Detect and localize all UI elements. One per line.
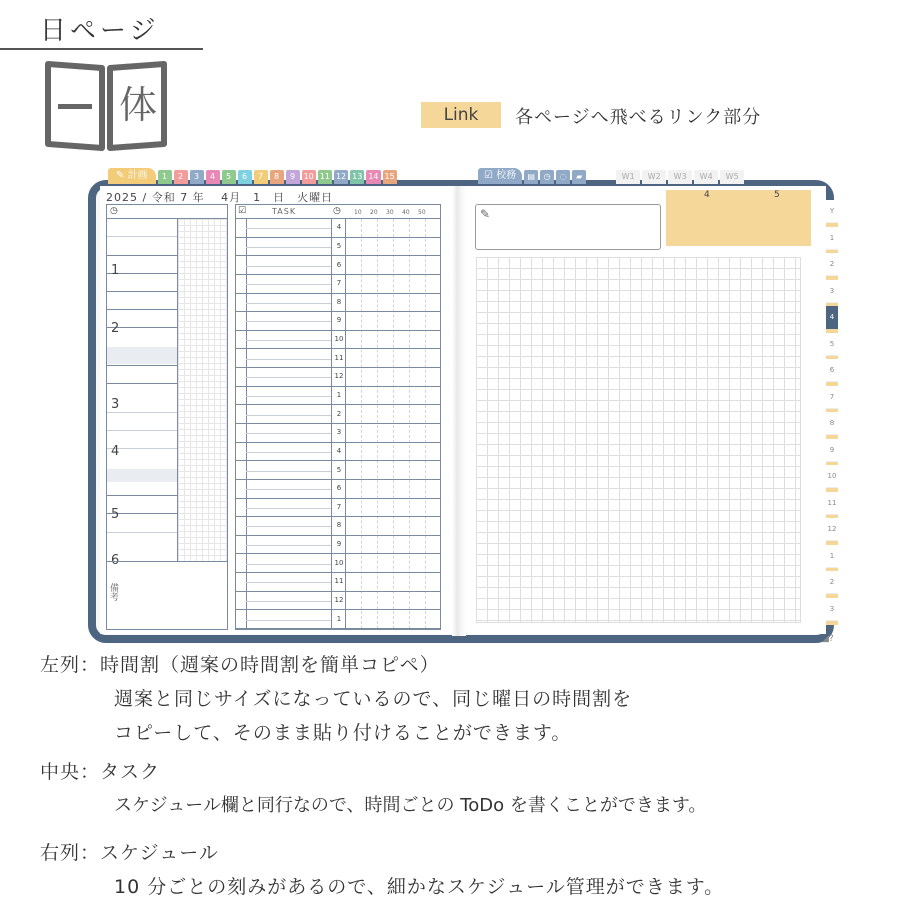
period-number: 2	[111, 321, 120, 336]
hour-row[interactable]	[236, 443, 440, 462]
side-tab-7[interactable]: 7	[826, 386, 838, 409]
hour-label: 7	[336, 502, 342, 511]
hour-label: 9	[336, 540, 342, 549]
hour-label: 12	[334, 372, 344, 381]
hour-label: 10	[334, 335, 344, 344]
hour-label: 11	[334, 353, 344, 362]
tab-number-3[interactable]: 3	[190, 170, 204, 184]
break-band	[107, 469, 177, 482]
tab-number-5[interactable]: 5	[222, 170, 236, 184]
tab-number-1[interactable]: 1	[158, 170, 172, 184]
hour-row[interactable]	[236, 536, 440, 555]
hour-row[interactable]	[236, 461, 440, 480]
period-number: 1	[111, 263, 120, 278]
hour-label: 1	[336, 614, 342, 623]
tab-number-13[interactable]: 13	[350, 170, 364, 184]
task-header-row	[236, 205, 440, 219]
side-tab-2[interactable]: 2	[826, 571, 838, 594]
hour-row[interactable]	[236, 405, 440, 424]
tab-number-15[interactable]: 15	[383, 170, 397, 184]
mini-calendar[interactable]	[666, 190, 811, 246]
hour-row[interactable]	[236, 312, 440, 331]
tab-number-9[interactable]: 9	[286, 170, 300, 184]
side-tab-4[interactable]: 4	[826, 306, 838, 329]
hour-label: 8	[336, 521, 342, 530]
caption-left-line1: 週案と同じサイズになっているので、同じ曜日の時間割を	[114, 688, 633, 710]
hour-row[interactable]	[236, 294, 440, 313]
hour-row[interactable]	[236, 349, 440, 368]
document-icon[interactable]: ▤	[524, 170, 538, 184]
calendar-month-2: 5	[774, 190, 780, 200]
hour-label: 5	[336, 241, 342, 250]
link-description: 各ページへ飛べるリンク部分	[515, 107, 762, 128]
hour-label: 8	[336, 297, 342, 306]
hour-row[interactable]	[236, 331, 440, 350]
calendar-days-1	[672, 199, 734, 239]
date-line: 2025 / 令和 7 年 4月 1 日 火曜日	[106, 191, 334, 204]
caption-right-title: 右列：スケジュール	[40, 842, 219, 864]
side-tab-5[interactable]: 5	[826, 333, 838, 356]
pencil-icon: ✎	[480, 207, 491, 221]
hour-label: 6	[336, 260, 342, 269]
period-number: 3	[111, 397, 120, 412]
side-tab-3[interactable]: 3	[826, 280, 838, 303]
hour-row[interactable]	[236, 238, 440, 257]
caption-left-title: 左列：時間割（週案の時間割を簡単コピペ）	[40, 654, 440, 676]
chat-icon[interactable]: ◌	[556, 170, 570, 184]
side-tab-8[interactable]: 8	[826, 412, 838, 435]
tab-number-4[interactable]: 4	[206, 170, 220, 184]
link-badge: Link	[421, 102, 501, 128]
period-number: 5	[111, 507, 120, 522]
hour-label: 6	[336, 484, 342, 493]
spine	[452, 186, 466, 636]
tab-number-10[interactable]: 10	[302, 170, 316, 184]
timetable-header	[107, 205, 227, 219]
hour-label: 10	[334, 558, 344, 567]
side-tab-12[interactable]: 12	[826, 518, 838, 541]
hour-row[interactable]	[236, 499, 440, 518]
title-underline	[0, 48, 203, 50]
hour-label: 1	[336, 391, 342, 400]
caption-center-title: 中央：タスク	[40, 761, 161, 783]
tab-number-2[interactable]: 2	[174, 170, 188, 184]
hour-row[interactable]	[236, 517, 440, 536]
hour-label: 4	[336, 223, 342, 232]
tab-number-14[interactable]: 14	[366, 170, 380, 184]
timetable-column	[106, 204, 228, 630]
book-icon	[44, 58, 168, 152]
hour-label: 5	[336, 465, 342, 474]
side-index-tabs	[826, 200, 838, 625]
minute-mark: 20	[370, 209, 378, 216]
side-tab-10[interactable]: 10	[826, 465, 838, 488]
tab-number-6[interactable]: 6	[238, 170, 252, 184]
right-tab-bar	[478, 168, 744, 184]
side-tab-1[interactable]: 1	[826, 545, 838, 568]
task-column	[235, 204, 441, 630]
minute-mark: 10	[354, 209, 362, 216]
tab-week-5[interactable]: W5	[720, 170, 744, 184]
clock-icon: ◷	[333, 206, 341, 216]
hour-label: 3	[336, 428, 342, 437]
calendar-days-2	[744, 199, 806, 239]
side-tab-11[interactable]: 11	[826, 492, 838, 515]
tab-number-12[interactable]: 12	[334, 170, 348, 184]
minute-mark: 30	[386, 209, 394, 216]
hour-row[interactable]	[236, 368, 440, 387]
side-tab-9[interactable]: 9	[826, 439, 838, 462]
break-band	[107, 347, 177, 364]
tab-week-3[interactable]: W3	[668, 170, 692, 184]
hour-row[interactable]	[236, 256, 440, 275]
side-tab-Y[interactable]: Y	[826, 200, 838, 223]
tab-number-7[interactable]: 7	[254, 170, 268, 184]
tab-number-8[interactable]: 8	[270, 170, 284, 184]
memo-box[interactable]	[475, 204, 661, 250]
hour-label: 4	[336, 446, 342, 455]
tab-week-4[interactable]: W4	[694, 170, 718, 184]
side-tab-1[interactable]: 1	[826, 227, 838, 250]
hour-row[interactable]	[236, 573, 440, 592]
schedule-grid[interactable]	[476, 257, 801, 623]
hour-row[interactable]	[236, 219, 440, 238]
clock-icon[interactable]: ◷	[540, 170, 554, 184]
svg-text:体: 体	[118, 83, 158, 127]
left-tab-bar	[108, 168, 397, 184]
help-icon[interactable]: ◢?	[822, 634, 834, 644]
timetable-grid	[177, 219, 227, 561]
hour-row[interactable]	[236, 424, 440, 443]
hour-row[interactable]	[236, 592, 440, 611]
hour-row[interactable]	[236, 387, 440, 406]
hour-label: 12	[334, 596, 344, 605]
clock-icon: ◷	[110, 206, 118, 216]
side-tab-3[interactable]: 3	[826, 598, 838, 621]
tab-school-label: 校務	[496, 170, 517, 181]
tab-week-2[interactable]: W2	[642, 170, 666, 184]
hour-row[interactable]	[236, 554, 440, 573]
task-header: TASK	[272, 207, 297, 216]
tab-plan-label: 計画	[127, 170, 148, 181]
calendar-month-1: 4	[704, 190, 710, 200]
hour-label: 7	[336, 279, 342, 288]
hour-label: 2	[336, 409, 342, 418]
notes-label: 備考	[108, 583, 118, 601]
tab-number-11[interactable]: 11	[318, 170, 332, 184]
hour-row[interactable]	[236, 610, 440, 629]
hour-row[interactable]	[236, 275, 440, 294]
side-tab-2[interactable]: 2	[826, 253, 838, 276]
hour-label: 9	[336, 316, 342, 325]
page-title: 日ページ	[40, 16, 160, 46]
caption-center-line1: スケジュール欄と同行なので、時間ごとの ToDo を書くことができます。	[114, 795, 707, 816]
tab-school[interactable]: ☑ 校務	[478, 168, 522, 184]
side-tab-6[interactable]: 6	[826, 359, 838, 382]
caption-left-line2: コピーして、そのまま貼り付けることができます。	[114, 722, 572, 744]
tab-week-1[interactable]: W1	[616, 170, 640, 184]
checkbox-icon: ☑	[238, 206, 247, 216]
hour-row[interactable]	[236, 480, 440, 499]
minute-mark: 40	[402, 209, 410, 216]
minute-mark: 50	[418, 209, 426, 216]
caption-right-line1: 10 分ごとの刻みがあるので、細かなスケジュール管理ができます。	[114, 876, 725, 898]
tab-plan[interactable]: ✎ 計画	[108, 168, 156, 184]
hour-label: 11	[334, 577, 344, 586]
period-number: 4	[111, 444, 120, 459]
folder-icon[interactable]: ▰	[572, 170, 586, 184]
